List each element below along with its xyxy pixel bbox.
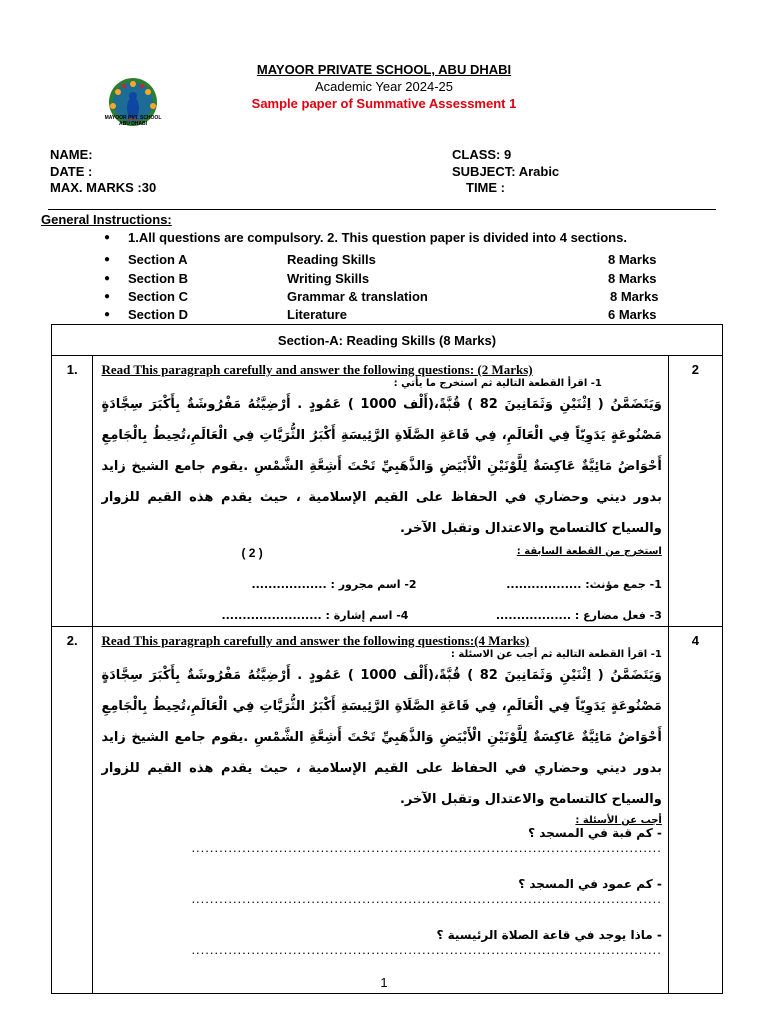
section-b-name: Writing Skills — [287, 271, 370, 286]
question-1-paragraph: وَيَتَضَمَّنُ ( اِثْنَيْنِ وَثَمَانِينَ 82 ) قُبَّةً،(أَلْف 1000 ) عَمُودٍ . أَرْضِيَّتُهُ مَفْرُوشَةٌ بِأَكْبَرَ سِجَّادَةٍ مَصْنُوعَةٍ يَدَوِيّاً فِي الْعَالَمِ، فِي قَاعَةِ الصَّلَاةِ الرَّئِيسَةِ أَكْبَرُ الثُّرَيَّاتِ فِي الْعَالَمِ،تُحِيطُ بِالْجَامِعِ أَحْوَاضُ مَائِيَّةٌ عَاكِسَةٌ لِلَّوْنَيْنِ الْأَبْيَضِ وَالذَّهَبِيِّ تَحْتَ أَشِعَّةِ الشَّمْسِ .يقوم جامع الشيخ زايد بدور ديني وحضاري في الحفاظ على القيم الإسلامية ، حيث يقدم هذه القيم للزوار والسياح كالتسامح والاعتدال وتقبل الآخر. — [101, 397, 662, 536]
question-1-marks: 2 — [668, 356, 722, 627]
question-1-body — [93, 356, 668, 627]
question-2-number: 2. — [52, 627, 93, 994]
logo-caption — [86, 115, 180, 127]
max-marks-field: MAX. MARKS :30 — [50, 180, 157, 195]
page-number: 1 — [380, 975, 388, 990]
section-a-marks: 8 Marks — [608, 252, 657, 267]
question-2-marks: 4 — [668, 627, 722, 994]
question-1-row — [52, 356, 723, 627]
question-2-q2: - كم عمود في المسجد ؟ — [518, 877, 662, 891]
question-1-extract-label: استخرج من القطعة السابقة : — [516, 546, 662, 557]
section-a-header: Section-A: Reading Skills (8 Marks) — [52, 325, 723, 356]
section-c-marks: 8 Marks — [610, 289, 659, 304]
question-2-q3: - ماذا يوجد في قاعة الصلاة الرئيسية ؟ — [436, 928, 662, 942]
question-1-number: 1. — [52, 356, 93, 627]
name-field: NAME: — [50, 147, 93, 162]
date-field: DATE : — [50, 164, 93, 179]
logo-caption-line1: MAYOOR PVT. SCHOOL — [104, 115, 162, 121]
question-2-answer-line-3: ...................................................................................................... — [191, 942, 662, 957]
school-name: MAYOOR PRIVATE SCHOOL, ABU DHABI — [256, 62, 512, 77]
question-2-q1: - كم قبة في المسجد ؟ — [528, 826, 662, 840]
question-1-item-3: 3- فعل مضارع : .................. — [495, 609, 662, 622]
header-divider — [48, 209, 716, 210]
question-1-instruction: 1- اقرأ القطعة التالية ثم استخرج ما يأتي : — [393, 378, 602, 389]
question-2-row — [52, 627, 723, 994]
question-2-instruction: 1- اقرأ القطعة التالية ثم أجب عن الاسئلة : — [450, 649, 662, 660]
section-d-label: ● Section D — [128, 307, 188, 322]
question-1-title: Read This paragraph carefully and answer the following questions: (2 Marks) — [101, 362, 533, 377]
paper-title: Sample paper of Summative Assessment 1 — [251, 96, 517, 111]
question-2-body — [93, 627, 668, 994]
logo-caption-line2: ABU DHABI — [118, 121, 148, 127]
section-c-label: ● Section C — [128, 289, 188, 304]
question-1-item-2: 2- اسم مجرور : .................. — [251, 578, 417, 591]
section-d-name: Literature — [287, 307, 347, 322]
time-field: TIME : — [466, 180, 505, 195]
academic-year: Academic Year 2024-25 — [314, 79, 454, 94]
question-1-item-1: 1- جمع مؤنث: .................. — [506, 578, 662, 591]
section-d-marks: 6 Marks — [608, 307, 657, 322]
question-2-title: Read This paragraph carefully and answer the following questions:(4 Marks) — [101, 633, 530, 648]
section-c-name: Grammar & translation — [287, 289, 428, 304]
question-2-answer-line-1: ...................................................................................................... — [191, 840, 662, 855]
question-1-item-4: 4- اسم إشارة : ........................ — [221, 609, 409, 622]
instructions-title: General Instructions: — [41, 212, 172, 227]
question-2-answer-line-2: ...................................................................................................... — [191, 891, 662, 906]
question-table — [51, 324, 723, 994]
class-field: CLASS: 9 — [452, 147, 512, 162]
question-2-paragraph: وَيَتَضَمَّنُ ( اِثْنَيْنِ وَثَمَانِينَ 82 ) قُبَّةً،(أَلْف 1000 ) عَمُودٍ . أَرْضِيَّتُهُ مَفْرُوشَةٌ بِأَكْبَرَ سِجَّادَةٍ مَصْنُوعَةٍ يَدَوِيّاً فِي الْعَالَمِ، فِي قَاعَةِ الصَّلَاةِ الرَّئِيسَةِ أَكْبَرُ الثُّرَيَّاتِ فِي الْعَالَمِ،تُحِيطُ بِالْجَامِعِ أَحْوَاضُ مَائِيَّةٌ عَاكِسَةٌ لِلَّوْنَيْنِ الْأَبْيَضِ وَالذَّهَبِيِّ تَحْتَ أَشِعَّةِ الشَّمْسِ .يقوم جامع الشيخ زايد بدور ديني وحضاري في الحفاظ على القيم الإسلامية ، حيث يقدم هذه القيم للزوار والسياح كالتسامح والاعتدال وتقبل الآخر. — [101, 668, 662, 807]
question-1-extract-marks: ( 2 ) — [241, 546, 263, 560]
section-a-label: ● Section A — [128, 252, 187, 267]
instructions-line: ● 1.All questions are compulsory. 2. This question paper is divided into 4 sections. — [128, 230, 627, 245]
section-b-label: ● Section B — [128, 271, 188, 286]
question-2-answer-label: أجب عن الأسئلة : — [575, 815, 662, 826]
section-b-marks: 8 Marks — [608, 271, 657, 286]
subject-field: SUBJECT: Arabic — [452, 164, 560, 179]
section-a-name: Reading Skills — [287, 252, 376, 267]
